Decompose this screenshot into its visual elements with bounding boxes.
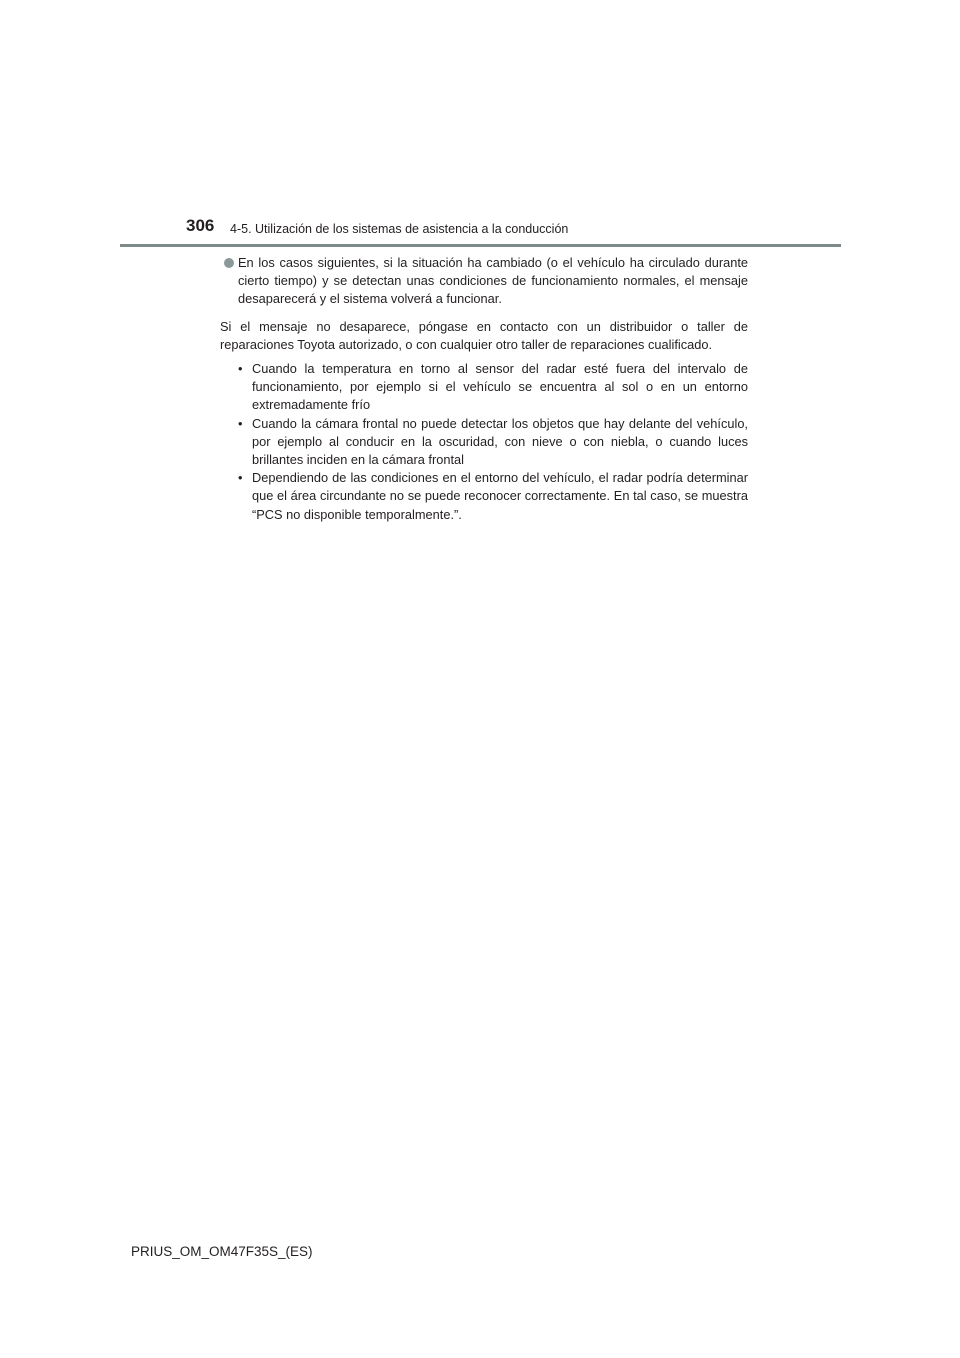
list-item-text: Dependiendo de las condiciones en el entorno del vehículo, el radar podría determinar que el área circundante no se puede reconocer correctamente. En tal caso, se muestra “PCS no disponible temporalmente.”. <box>252 470 748 522</box>
condition-list <box>220 360 748 524</box>
list-marker: • <box>238 415 243 431</box>
page-content <box>220 254 748 524</box>
list-item <box>238 360 748 415</box>
list-item-text: Cuando la cámara frontal no puede detectar los objetos que hay delante del vehículo, por ejemplo al conducir en la oscuridad, con nieve o con niebla, o cuando luces brillantes inciden en la cámara frontal <box>252 415 748 468</box>
section-title: 4-5. Utilización de los sistemas de asistencia a la conducción <box>230 222 569 236</box>
list-item <box>238 415 748 470</box>
header-rule <box>120 244 841 247</box>
bullet-paragraph <box>220 254 748 309</box>
footer-document-code: PRIUS_OM_OM47F35S_(ES) <box>131 1244 313 1259</box>
plain-paragraph: Si el mensaje no desaparece, póngase en contacto con un distribuidor o taller de reparaciones Toyota autorizado, o con cualquier otro taller de reparaciones cualificado. <box>220 318 748 352</box>
list-marker: • <box>238 470 243 486</box>
filled-circle-icon <box>224 258 234 268</box>
page-number: 306 <box>186 216 215 235</box>
list-item-text: Cuando la temperatura en torno al sensor del radar esté fuera del intervalo de funcionamiento, por ejemplo si el vehículo se encuentra al sol o en un entorno extremadamente frío <box>252 361 748 413</box>
list-item <box>238 469 748 524</box>
bullet-paragraph-text: En los casos siguientes, si la situación ha cambiado (o el vehículo ha circulado durante cierto tiempo) y se detectan unas condiciones de funcionamiento normales, el mensaje desaparecerá y el sistema volverá a funcionar. <box>238 255 748 307</box>
list-marker: • <box>238 361 243 377</box>
